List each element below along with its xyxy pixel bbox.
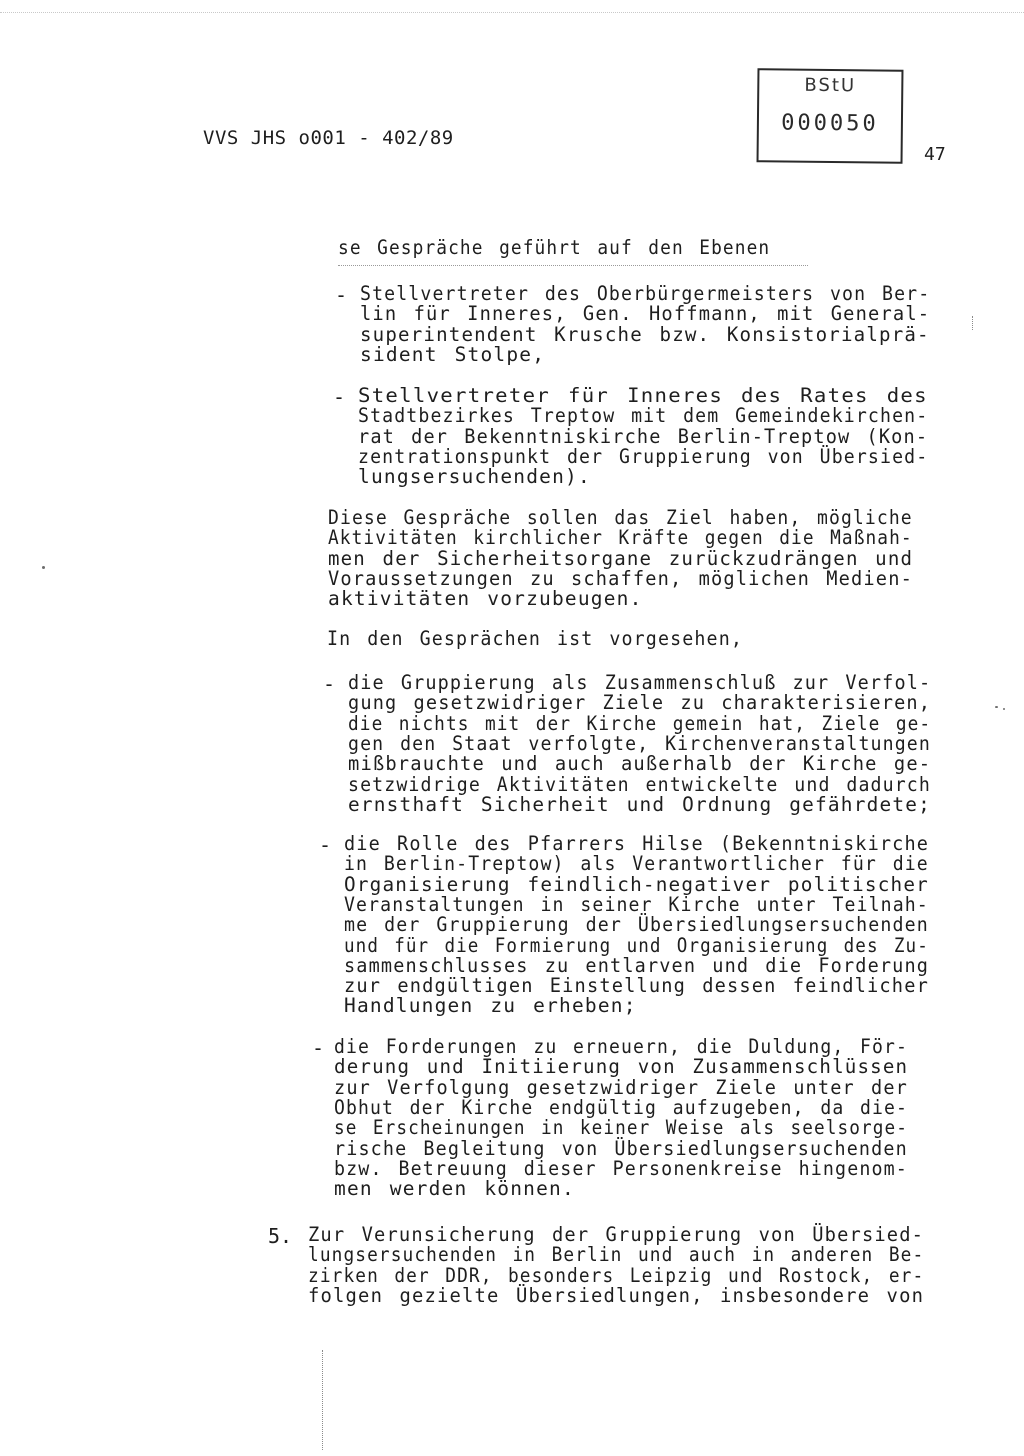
text-line: gen den Staat verfolgte, Kirchenveranstaltungen — [348, 732, 931, 755]
text-line: sammenschlusses zu entlarven und die Forderung — [344, 954, 930, 977]
scan-speck — [1003, 708, 1005, 710]
bullet-dash: - — [319, 833, 332, 857]
document-reference: VVS JHS o001 - 402/89 — [203, 127, 454, 149]
page-top-edge — [0, 12, 1024, 13]
text-line: Veranstaltungen in seiner Kirche unter Teilnah- — [344, 893, 929, 916]
text-line: Organisierung feindlich-negativer politischer — [344, 873, 929, 896]
text-line: Stellvertreter für Inneres des Rates des — [358, 384, 928, 407]
text-line: Stadtbezirkes Treptow mit dem Gemeindekirchen- — [358, 404, 929, 427]
text-line: me der Gruppierung der Übersiedlungsersuchenden — [344, 913, 929, 936]
text-line: Diese Gespräche sollen das Ziel haben, mögliche — [328, 506, 913, 529]
bullet-dash: - — [323, 672, 336, 696]
text-line: bzw. Betreuung dieser Personenkreise hingenom- — [334, 1157, 908, 1180]
text-line: aktivitäten vorzubeugen. — [328, 587, 643, 610]
page-number: 47 — [924, 144, 946, 165]
text-line: folgen gezielte Übersiedlungen, insbesondere von — [308, 1284, 925, 1307]
text-line: In den Gesprächen ist vorgesehen, — [327, 627, 744, 650]
text-line: men werden können. — [334, 1177, 575, 1200]
scan-speck — [42, 566, 45, 569]
text-line: se Gespräche geführt auf den Ebenen — [338, 236, 771, 259]
scan-mark — [322, 1350, 323, 1450]
scan-speck — [995, 706, 998, 708]
text-underline-rule — [338, 265, 808, 266]
text-line: lin für Inneres, Gen. Hoffmann, mit General- — [360, 302, 931, 325]
text-line: gung gesetzwidriger Ziele zu charakterisieren, — [348, 691, 932, 714]
text-line: rat der Bekenntniskirche Berlin-Treptow (Kon- — [358, 425, 929, 448]
scan-mark — [972, 316, 973, 330]
bullet-dash: - — [333, 385, 346, 409]
text-line: zentrationspunkt der Gruppierung von Übersied- — [358, 445, 929, 468]
list-number: 5. — [268, 1224, 293, 1248]
text-line: Voraussetzungen zu schaffen, möglichen Medien- — [328, 567, 913, 590]
text-line: ernsthaft Sicherheit und Ordnung gefährdete; — [348, 793, 932, 816]
text-line: sident Stolpe, — [360, 343, 546, 366]
text-line: die Gruppierung als Zusammenschluß zur Verfol- — [348, 671, 932, 694]
bullet-dash: - — [335, 283, 348, 307]
bullet-dash: - — [312, 1036, 325, 1060]
text-line: Zur Verunsicherung der Gruppierung von Übersied- — [308, 1223, 925, 1246]
text-line: men der Sicherheitsorgane zurückzudrängen und — [328, 547, 914, 570]
text-line: mißbrauchte und auch außerhalb der Kirche ge- — [348, 752, 932, 775]
text-line: und für die Formierung und Organisierung des Zu- — [344, 934, 929, 957]
stamp-agency: BStU — [804, 74, 857, 97]
text-line: Stellvertreter des Oberbürgermeisters von Ber- — [360, 282, 931, 305]
text-line: Aktivitäten kirchlicher Kräfte gegen die Maßnah- — [328, 526, 913, 549]
text-line: lungsersuchenden in Berlin und auch in anderen Be- — [308, 1243, 925, 1266]
text-line: Handlungen zu erheben; — [344, 994, 637, 1017]
text-line: setzwidrige Aktivitäten entwickelte und dadurch — [348, 773, 931, 796]
text-line: die nichts mit der Kirche gemein hat, Ziele ge- — [348, 712, 932, 735]
text-line: Obhut der Kirche endgültig aufzugeben, da die- — [334, 1096, 909, 1119]
stamp-number: 000050 — [781, 110, 879, 137]
text-line: rische Begleitung von Übersiedlungsersuchenden — [334, 1137, 908, 1160]
text-line: se Erscheinungen in keiner Weise als seelsorge- — [334, 1116, 909, 1139]
text-line: lungsersuchenden). — [358, 465, 591, 488]
archive-stamp — [757, 68, 904, 164]
text-line: zur endgültigen Einstellung dessen feindlicher — [344, 974, 929, 997]
text-line: zur Verfolgung gesetzwidriger Ziele unter der — [334, 1076, 909, 1099]
text-line: die Rolle des Pfarrers Hilse (Bekenntniskirche — [344, 832, 930, 855]
text-line: derung und Initiierung von Zusammenschlüssen — [334, 1055, 909, 1078]
text-line: in Berlin-Treptow) als Verantwortlicher für die — [344, 852, 929, 875]
text-line: zirken der DDR, besonders Leipzig und Rostock, er- — [308, 1264, 925, 1287]
text-line: die Forderungen zu erneuern, die Duldung, För- — [334, 1035, 909, 1058]
text-line: superintendent Krusche bzw. Konsistorialprä- — [360, 323, 930, 346]
